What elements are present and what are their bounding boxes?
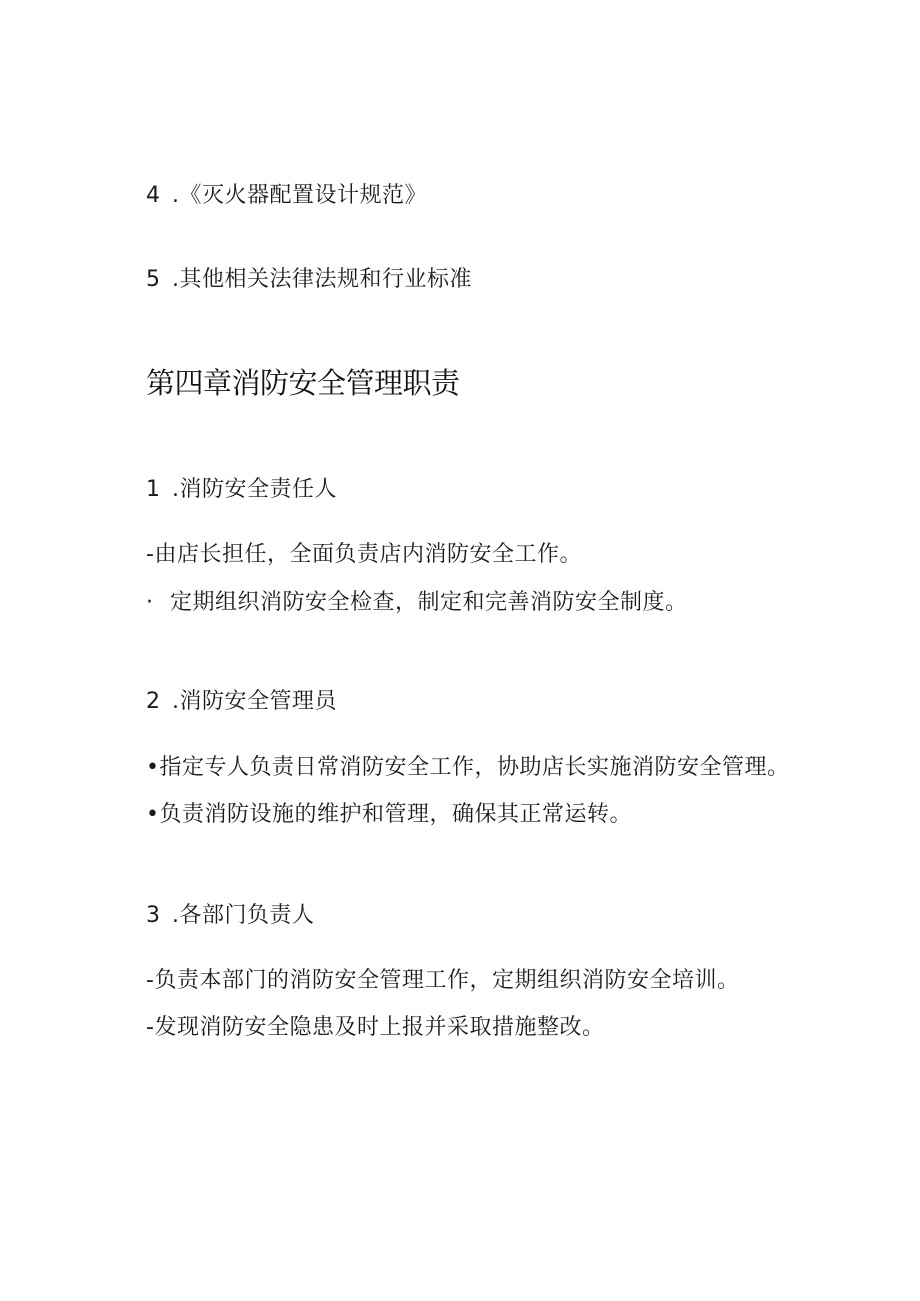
- bullet-mark: •: [146, 802, 160, 827]
- list-item-text: 由店长担任，全面负责店内消防安全工作。: [154, 542, 582, 567]
- list-item-text: 负责本部门的消防安全管理工作，定期组织消防安全培训。: [154, 968, 740, 993]
- list-item: [146, 754, 790, 782]
- section-number: 2: [146, 689, 161, 714]
- section-number: 3: [146, 903, 161, 928]
- list-item: [146, 801, 632, 829]
- section-number: 1: [146, 477, 161, 502]
- dash-mark: -: [146, 968, 155, 993]
- list-item-text: 发现消防安全隐患及时上报并采取措施整改。: [154, 1015, 605, 1040]
- section-title: [146, 688, 337, 716]
- list-item: [146, 541, 582, 569]
- chapter-title: 第四章消防安全管理职责: [146, 366, 460, 400]
- section-title-text: .各部门负责人: [172, 903, 315, 928]
- dash-mark: -: [146, 542, 155, 567]
- list-item: [146, 589, 688, 617]
- reference-text: .《灭火器配置设计规范》: [172, 183, 427, 208]
- dash-mark: -: [146, 1015, 155, 1040]
- list-item-text: 负责消防设施的维护和管理，确保其正常运转。: [159, 802, 632, 827]
- list-item: [146, 1014, 604, 1042]
- section-title-text: .消防安全管理员: [172, 689, 337, 714]
- list-item-text: 定期组织消防安全检查，制定和完善消防安全制度。: [170, 590, 688, 615]
- section-title: [146, 476, 337, 504]
- reference-text: .其他相关法律法规和行业标准: [172, 267, 472, 292]
- reference-item: [146, 182, 427, 210]
- reference-item: [146, 266, 472, 294]
- list-item: [146, 967, 739, 995]
- list-item-text: 指定专人负责日常消防安全工作，协助店长实施消防安全管理。: [159, 755, 790, 780]
- reference-number: 4: [146, 183, 161, 208]
- reference-number: 5: [146, 267, 161, 292]
- bullet-mark: •: [146, 755, 160, 780]
- section-title: [146, 902, 315, 930]
- section-title-text: .消防安全责任人: [172, 477, 337, 502]
- bullet-mark: ·: [146, 590, 154, 615]
